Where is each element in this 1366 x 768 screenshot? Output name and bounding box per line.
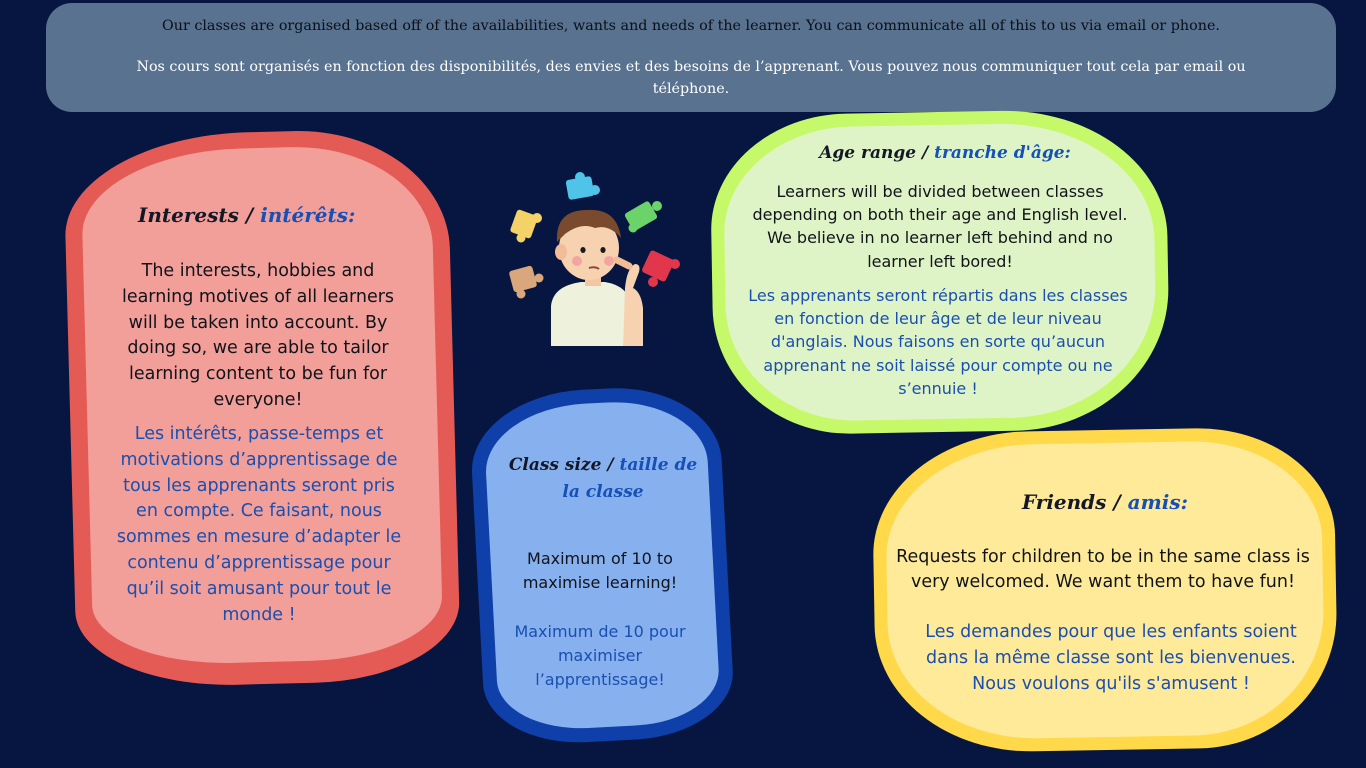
interests-text-english: The interests, hobbies and learning motives of all learners will be taken into account. By doing so, we are able to tailor learning content to be fun for everyone! [121,261,395,410]
interests-text-french: Les intérêts, passe-temps et motivations d’apprentissage de tous les apprenants seront pris en compte. Ce faisant, nous sommes en mesure d’adapter le contenu d’apprentissage pour qu’il soit amusant pour tout le monde ! [116,424,402,625]
class-size-title-fr: taille de la classe [562,455,698,502]
age-range-title-fr: tranche d'âge: [934,143,1071,163]
friends-text-english: Requests for children to be in the same class is very welcomed. We want them to have fun! [896,547,1310,592]
friends-title-fr: amis: [1127,490,1189,514]
age-range-title-en: Age range / [819,143,929,163]
puzzle-piece-blue-icon [565,172,600,200]
banner-text-french: Nos cours sont organisés en fonction des disponibilités, des envies et des besoins de l’apprenant. Vous pouvez nous communiquer tout cela par email ou téléphone. [136,59,1246,97]
class-size-text-english: Maximum of 10 to maximise learning! [522,549,678,592]
puzzle-piece-tan-icon [509,265,544,298]
banner-text-english: Our classes are organised based off of the availabilities, wants and needs of the learner. You can communicate all of this to us via email or phone. [162,18,1220,34]
friends-title [980,490,1230,514]
age-range-text-english: Learners will be divided between classes depending on both their age and English level. We believe in no learner left behind and no learner left bored! [752,182,1128,271]
age-range-title [780,143,1110,163]
info-banner [46,3,1336,112]
friends-title-en: Friends / [1021,490,1121,514]
interests-title [138,203,368,227]
puzzle-piece-green-icon [624,200,662,232]
thinking-boy-puzzle-icon [505,168,690,348]
class-size-title-en: Class size / [508,455,614,475]
friends-text-french: Les demandes pour que les enfants soient dans la même classe sont les bienvenues. Nous voulons qu'ils s'amusent ! [925,622,1297,694]
puzzle-piece-yellow-icon [510,209,542,243]
puzzle-piece-red-icon [641,250,680,287]
class-size-title [508,452,698,506]
class-size-text-french: Maximum de 10 pour maximiser l’apprentissage! [514,622,686,689]
age-range-text-french: Les apprenants seront répartis dans les classes en fonction de leur âge et de leur niveau d'anglais. Nous faisons en sorte qu’aucun apprenant ne soit laissé pour compte ou ne s’ennuie ! [748,286,1128,398]
interests-title-en: Interests / [138,203,254,227]
interests-title-fr: intérêts: [260,203,356,227]
